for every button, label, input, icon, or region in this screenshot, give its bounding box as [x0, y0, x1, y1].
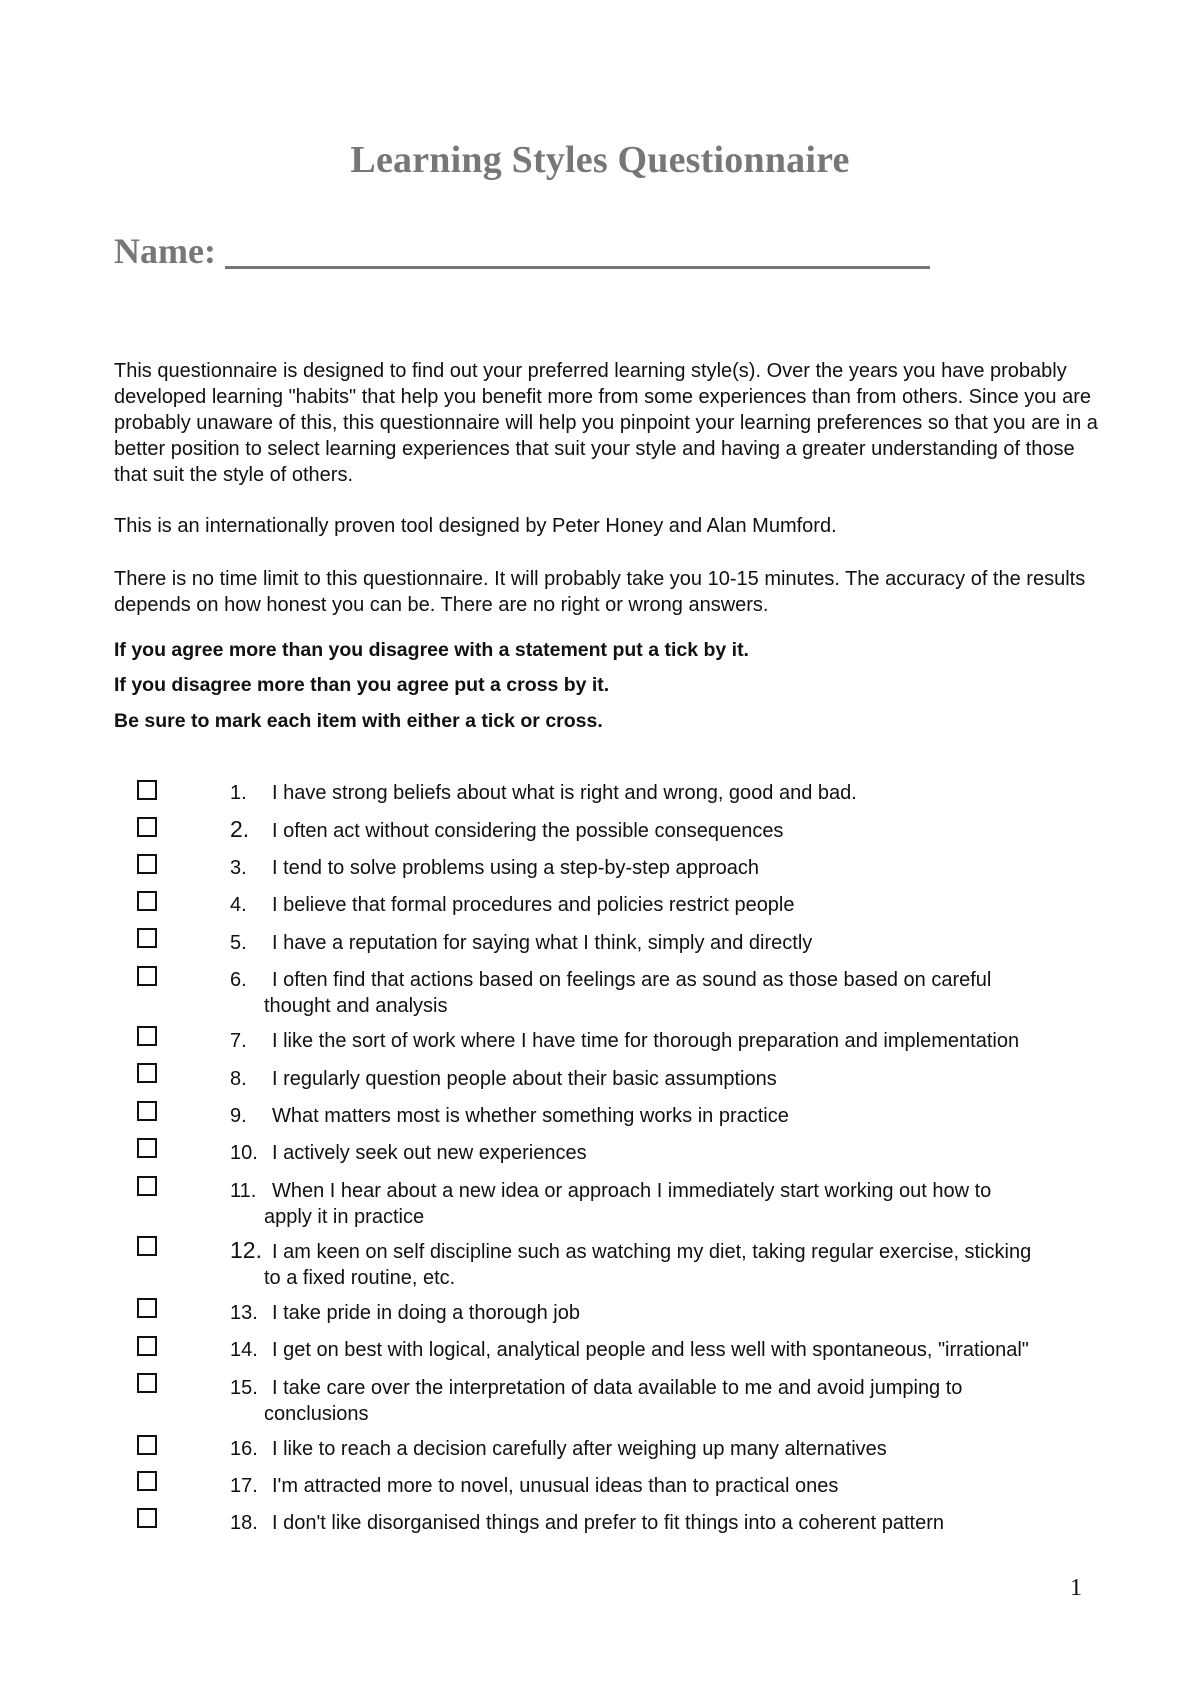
authors-paragraph: This is an internationally proven tool designed by Peter Honey and Alan Mumford. — [114, 515, 837, 537]
answer-checkbox[interactable] — [137, 1026, 157, 1046]
item-text-line: I am keen on self discipline such as watching my diet, taking regular exercise, sticking — [272, 1241, 1032, 1263]
item-text-line: When I hear about a new idea or approach I immediately start working out how to — [272, 1180, 992, 1202]
answer-checkbox[interactable] — [137, 1336, 157, 1356]
item-text-line: I get on best with logical, analytical people and less well with spontaneous, "irrational" — [272, 1339, 1029, 1361]
answer-checkbox[interactable] — [137, 1298, 157, 1318]
answer-checkbox[interactable] — [137, 1176, 157, 1196]
instruction-mark-each: Be sure to mark each item with either a tick or cross. — [114, 710, 603, 732]
item-text — [268, 1510, 1118, 1536]
item-number: 9. — [230, 1105, 247, 1127]
answer-checkbox[interactable] — [137, 1236, 157, 1256]
time-limit-paragraph: There is no time limit to this questionnaire. It will probably take you 10-15 minutes. The accuracy of the results depends on how honest you can be. There are no right or wrong answers. — [114, 568, 1086, 616]
intro-paragraph: This questionnaire is designed to find out your preferred learning style(s). Over the years you have probably developed learning "habits" that help you benefit more from some experiences than from others. Since you are probably unaware of this, this questionnaire will help you pinpoint your learning preferences so that you are in a better position to select learning experiences that suit your style and having a greater understanding of those that suit the style of others. — [114, 360, 1098, 486]
item-number: 16. — [230, 1438, 258, 1460]
name-label: Name: — [114, 231, 216, 271]
item-text — [268, 1300, 1118, 1326]
item-text-line: I'm attracted more to novel, unusual ideas than to practical ones — [272, 1475, 839, 1497]
item-text — [268, 855, 1118, 881]
answer-checkbox[interactable] — [137, 928, 157, 948]
item-text — [268, 1140, 1118, 1166]
item-number: 13. — [230, 1302, 258, 1324]
item-text-continuation: thought and analysis — [264, 995, 448, 1017]
answer-checkbox[interactable] — [137, 1508, 157, 1528]
item-text-line: I don't like disorganised things and prefer to fit things into a coherent pattern — [272, 1512, 945, 1534]
answer-checkbox[interactable] — [137, 780, 157, 800]
item-text-line: I tend to solve problems using a step-by-step approach — [272, 857, 759, 879]
item-text-line: I like the sort of work where I have time for thorough preparation and implementation — [272, 1030, 1020, 1052]
item-text — [268, 1436, 1118, 1462]
item-text — [268, 892, 1118, 918]
item-number: 8. — [230, 1068, 247, 1090]
answer-checkbox[interactable] — [137, 1471, 157, 1491]
item-number: 4. — [230, 894, 247, 916]
item-text-line: I actively seek out new experiences — [272, 1142, 587, 1164]
item-text — [268, 1473, 1118, 1499]
item-text-line: I often act without considering the possible consequences — [272, 820, 784, 842]
item-text — [264, 967, 1118, 1019]
item-text-line: I believe that formal procedures and policies restrict people — [272, 894, 795, 916]
instruction-cross: If you disagree more than you agree put a cross by it. — [114, 674, 610, 696]
page-number: 1 — [1070, 1575, 1082, 1601]
item-number: 14. — [230, 1339, 258, 1361]
answer-checkbox[interactable] — [137, 1063, 157, 1083]
answer-checkbox[interactable] — [137, 1101, 157, 1121]
answer-checkbox[interactable] — [137, 966, 157, 986]
item-text — [268, 780, 1118, 806]
instruction-tick: If you agree more than you disagree with a statement put a tick by it. — [114, 639, 749, 661]
answer-checkbox[interactable] — [137, 1138, 157, 1158]
item-number: 3. — [230, 857, 247, 879]
item-number: 2. — [230, 816, 250, 842]
item-text-continuation: apply it in practice — [264, 1206, 425, 1228]
item-number: 10. — [230, 1142, 258, 1164]
item-number: 12. — [230, 1237, 262, 1263]
item-text-line: I have a reputation for saying what I think, simply and directly — [272, 932, 813, 954]
item-text-continuation: to a fixed routine, etc. — [264, 1267, 456, 1289]
item-text-line: I like to reach a decision carefully after weighing up many alternatives — [272, 1438, 887, 1460]
answer-checkbox[interactable] — [137, 891, 157, 911]
item-number: 6. — [230, 969, 247, 991]
item-text-line: I regularly question people about their basic assumptions — [272, 1068, 777, 1090]
item-text-line: I have strong beliefs about what is right and wrong, good and bad. — [272, 782, 857, 804]
item-text — [268, 818, 1118, 844]
item-text — [268, 1028, 1118, 1054]
answer-checkbox[interactable] — [137, 817, 157, 837]
answer-checkbox[interactable] — [137, 1373, 157, 1393]
item-number: 5. — [230, 932, 247, 954]
answer-checkbox[interactable] — [137, 854, 157, 874]
item-text — [268, 1103, 1118, 1129]
answer-checkbox[interactable] — [137, 1435, 157, 1455]
item-number: 1. — [230, 782, 247, 804]
item-text — [268, 1337, 1118, 1363]
item-number: 17. — [230, 1475, 258, 1497]
item-text — [268, 930, 1118, 956]
item-text — [264, 1239, 1118, 1291]
item-number: 18. — [230, 1512, 258, 1534]
item-number: 7. — [230, 1030, 247, 1052]
item-text — [264, 1375, 1118, 1427]
item-text-line: I take care over the interpretation of data available to me and avoid jumping to — [272, 1377, 963, 1399]
item-text-line: I often find that actions based on feelings are as sound as those based on careful — [272, 969, 992, 991]
item-number: 11. — [230, 1180, 257, 1202]
item-text-line: What matters most is whether something works in practice — [272, 1105, 789, 1127]
item-text — [264, 1178, 1118, 1230]
item-text-line: I take pride in doing a thorough job — [272, 1302, 580, 1324]
document-title: Learning Styles Questionnaire — [350, 139, 850, 181]
item-text-continuation: conclusions — [264, 1403, 369, 1425]
item-text — [268, 1066, 1118, 1092]
item-number: 15. — [230, 1377, 258, 1399]
